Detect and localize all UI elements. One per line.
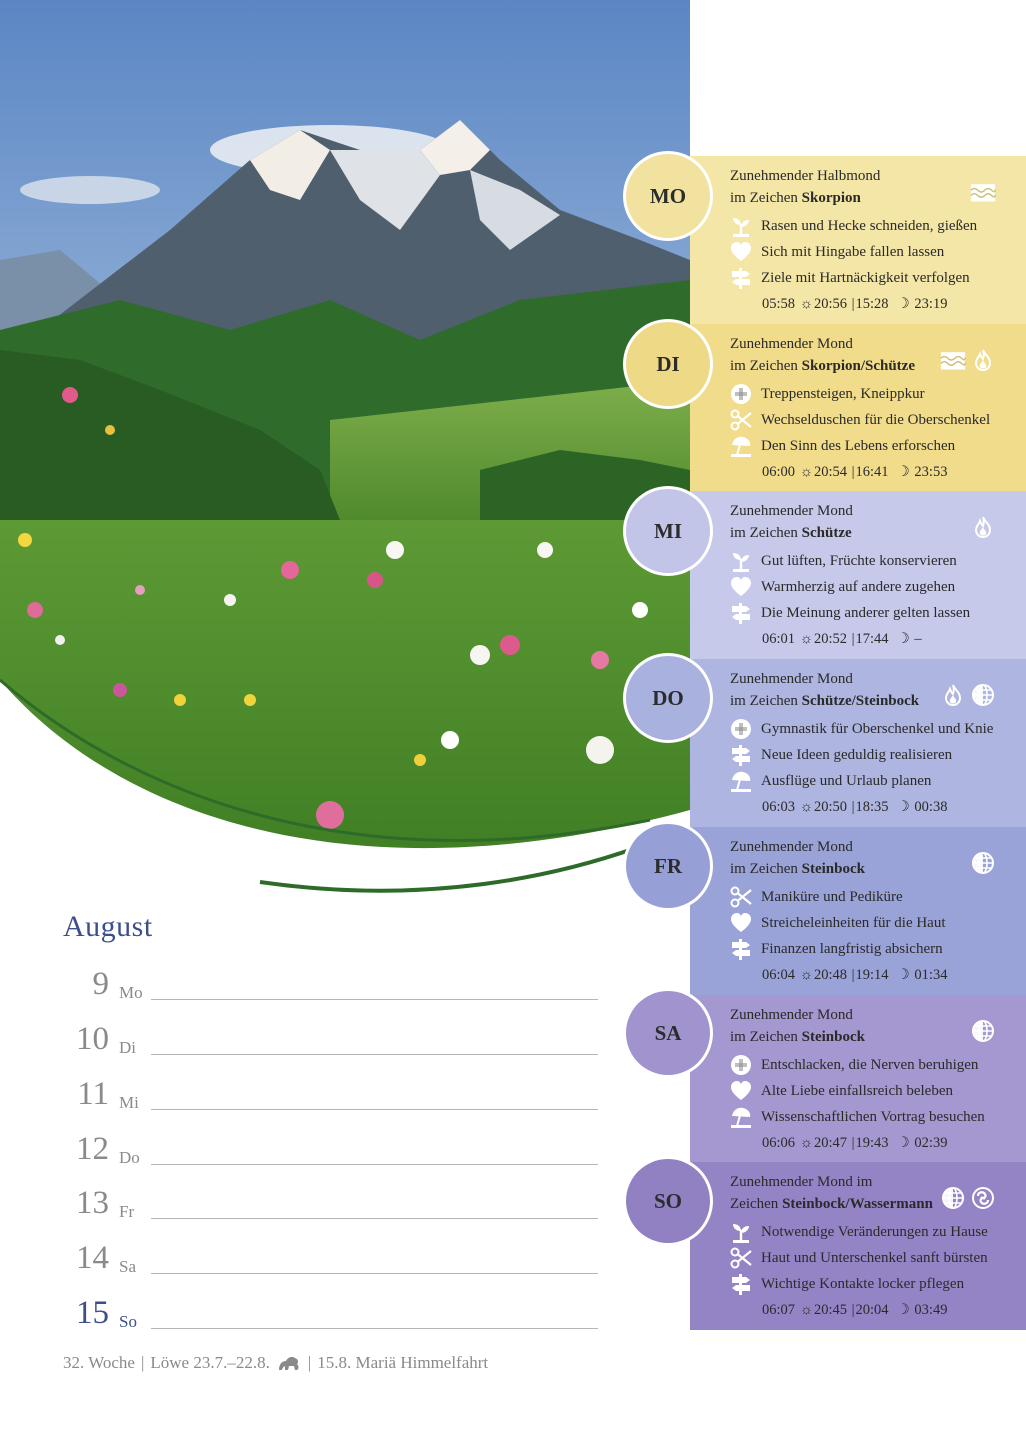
holiday: 15.8. Mariä Himmelfahrt [317, 1353, 489, 1372]
sun-moon-times: 06:01 ☼20:52 |17:44 ☽ – [730, 628, 1026, 650]
tip-text: Sich mit Hingabe fallen lassen [761, 244, 945, 260]
sunset-time: 20:52 [813, 631, 847, 647]
tip-item [730, 742, 1026, 768]
weekday-abbr: Di [119, 1038, 136, 1057]
zodiac-sign-line: Zeichen Steinbock/Wassermann [730, 1196, 933, 1212]
earth-icon [940, 1186, 966, 1210]
zodiac-sign-line: im Zeichen Skorpion [730, 190, 861, 206]
day-line-12 [63, 1116, 598, 1170]
day-panel-so [690, 1162, 1026, 1330]
plant-icon [730, 215, 752, 237]
water-icon [970, 180, 996, 204]
zodiac-period: Löwe 23.7.–22.8. [150, 1353, 270, 1372]
umbrella-icon [730, 770, 752, 792]
element-icons [970, 1019, 996, 1043]
day-number: 15 [76, 1295, 109, 1331]
moonset-time: – [914, 631, 922, 647]
day-line-11 [63, 1061, 598, 1115]
sun-moon-times: 05:58 ☼20:56 |15:28 ☽ 23:19 [730, 293, 1026, 315]
moon-icon: ☽ [893, 464, 914, 480]
moonset-time: 01:34 [914, 967, 948, 983]
fire-icon [970, 515, 996, 539]
tips-list [730, 381, 1026, 459]
sunset-time: 20:45 [813, 1302, 847, 1318]
sun-moon-times: 06:07 ☼20:45 |20:04 ☽ 03:49 [730, 1299, 1026, 1321]
tip-text: Neue Ideen geduldig realisieren [761, 747, 953, 763]
sunrise-time: 06:00 [762, 464, 796, 480]
heart-icon [730, 1080, 752, 1102]
footer-info: 32. Woche | Löwe 23.7.–22.8. | 15.8. Mariä Himmelfahrt [63, 1353, 489, 1372]
element-icons [940, 683, 996, 707]
sun-icon: ☼ [799, 1302, 813, 1318]
sun-icon: ☼ [799, 296, 813, 312]
sunset-time: 20:50 [813, 799, 847, 815]
day-number: 10 [76, 1021, 109, 1057]
landscape-illustration [0, 0, 690, 910]
weekday-abbr: Fr [119, 1202, 135, 1221]
day-badge-mi: MI [626, 489, 710, 573]
moon-icon: ☽ [893, 967, 914, 983]
moon-icon: ☽ [893, 799, 914, 815]
sun-moon-times: 06:00 ☼20:54 |16:41 ☽ 23:53 [730, 461, 1026, 483]
tip-text: Treppensteigen, Kneippkur [761, 386, 925, 402]
weekday-abbr: So [119, 1312, 137, 1331]
tip-item [730, 265, 1026, 291]
writing-line[interactable] [151, 1273, 598, 1274]
signpost-icon [730, 938, 752, 960]
lion-icon [276, 1354, 302, 1372]
signpost-icon [730, 1273, 752, 1295]
tip-text: Entschlacken, die Nerven beruhigen [761, 1057, 979, 1073]
health-cross-icon [730, 718, 752, 740]
tips-list [730, 716, 1026, 794]
sun-moon-times: 06:04 ☼20:48 |19:14 ☽ 01:34 [730, 964, 1026, 986]
sunset-time: 20:48 [813, 967, 847, 983]
fire-icon [940, 683, 966, 707]
sun-icon: ☼ [799, 799, 813, 815]
moon-phase: Zunehmender Mond [730, 839, 853, 855]
tip-item [730, 239, 1026, 265]
tip-item [730, 381, 1026, 407]
heart-icon [730, 912, 752, 934]
day-panel-fr [690, 827, 1026, 995]
day-badge-mo: MO [626, 154, 710, 238]
tip-text: Alte Liebe einfallsreich beleben [761, 1083, 953, 1099]
tip-text: Ziele mit Hartnäckigkeit verfolgen [761, 270, 970, 286]
tip-text: Gut lüften, Früchte konservieren [761, 553, 957, 569]
moonset-time: 03:49 [914, 1302, 948, 1318]
tip-item [730, 768, 1026, 794]
element-icons [940, 1186, 996, 1210]
moonrise-time: 17:44 [855, 631, 889, 647]
moon-icon: ☽ [893, 1302, 914, 1318]
tip-item [730, 910, 1026, 936]
sunrise-time: 06:04 [762, 967, 796, 983]
earth-icon [970, 683, 996, 707]
tip-item [730, 548, 1026, 574]
day-panel-mi [690, 491, 1026, 659]
day-number: 11 [77, 1076, 109, 1112]
plant-icon [730, 550, 752, 572]
moon-icon: ☽ [893, 296, 914, 312]
heart-icon [730, 576, 752, 598]
writing-line[interactable] [151, 1328, 598, 1329]
earth-icon [970, 1019, 996, 1043]
tip-text: Den Sinn des Lebens erforschen [761, 438, 956, 454]
air-icon [970, 1186, 996, 1210]
tip-item [730, 936, 1026, 962]
zodiac-sign-line: im Zeichen Skorpion/Schütze [730, 358, 915, 374]
tip-item [730, 884, 1026, 910]
moon-phase: Zunehmender Mond [730, 503, 853, 519]
weekday-abbr: Mi [119, 1093, 139, 1112]
element-icons [940, 348, 996, 372]
tip-text: Die Meinung anderer gelten lassen [761, 605, 971, 621]
day-number: 12 [76, 1131, 109, 1167]
tips-list [730, 884, 1026, 962]
day-line-14 [63, 1225, 598, 1279]
sunset-time: 20:54 [813, 464, 847, 480]
day-badge-do: DO [626, 656, 710, 740]
tip-item [730, 1052, 1026, 1078]
weekday-abbr: Do [119, 1148, 140, 1167]
writing-line[interactable] [151, 999, 598, 1000]
sun-icon: ☼ [799, 1135, 813, 1151]
tip-text: Warmherzig auf andere zugehen [761, 579, 956, 595]
tips-list [730, 548, 1026, 626]
sunrise-time: 06:06 [762, 1135, 796, 1151]
moonrise-time: 18:35 [855, 799, 889, 815]
moonset-time: 00:38 [914, 799, 948, 815]
day-line-13 [63, 1170, 598, 1224]
earth-icon [970, 851, 996, 875]
day-badge-di: DI [626, 322, 710, 406]
tip-text: Ausflüge und Urlaub planen [761, 773, 932, 789]
weekday-abbr: Sa [119, 1257, 136, 1276]
scissors-icon [730, 886, 752, 908]
week-number: 32. Woche [63, 1353, 135, 1372]
tip-text: Wechselduschen für die Oberschenkel [761, 412, 991, 428]
tip-item [730, 1271, 1026, 1297]
tips-list [730, 1219, 1026, 1297]
moonrise-time: 19:43 [855, 1135, 889, 1151]
tip-item [730, 407, 1026, 433]
moonset-time: 02:39 [914, 1135, 948, 1151]
tip-item [730, 213, 1026, 239]
day-panel-sa [690, 995, 1026, 1163]
tips-list [730, 213, 1026, 291]
moon-phase: Zunehmender Halbmond [730, 168, 881, 184]
tip-item [730, 1078, 1026, 1104]
element-icons [970, 851, 996, 875]
moonrise-time: 16:41 [855, 464, 889, 480]
zodiac-sign-line: im Zeichen Steinbock [730, 1029, 865, 1045]
day-badge-fr: FR [626, 824, 710, 908]
moon-phase: Zunehmender Mond [730, 1007, 853, 1023]
sunset-time: 20:56 [813, 296, 847, 312]
tip-item [730, 600, 1026, 626]
day-panel-mo [690, 156, 1026, 324]
tip-item [730, 1245, 1026, 1271]
signpost-icon [730, 602, 752, 624]
writing-line[interactable] [151, 1054, 598, 1055]
tip-text: Finanzen langfristig absichern [761, 941, 943, 957]
plant-icon [730, 1221, 752, 1243]
day-badge-sa: SA [626, 991, 710, 1075]
tip-text: Notwendige Veränderungen zu Hause [761, 1224, 988, 1240]
day-line-15 [63, 1280, 598, 1334]
element-icons [970, 515, 996, 539]
day-number: 13 [76, 1185, 109, 1221]
tip-text: Wissenschaftlichen Vortrag besuchen [761, 1109, 985, 1125]
sunrise-time: 06:03 [762, 799, 796, 815]
health-cross-icon [730, 1054, 752, 1076]
tip-text: Rasen und Hecke schneiden, gießen [761, 218, 978, 234]
tip-text: Streicheleinheiten für die Haut [761, 915, 946, 931]
heart-icon [730, 241, 752, 263]
sun-moon-times: 06:06 ☼20:47 |19:43 ☽ 02:39 [730, 1132, 1026, 1154]
tip-item [730, 574, 1026, 600]
moonrise-time: 20:04 [855, 1302, 889, 1318]
day-panel-di [690, 324, 1026, 492]
day-number: 14 [76, 1240, 109, 1276]
day-line-9 [63, 951, 598, 1005]
umbrella-icon [730, 1106, 752, 1128]
moon-phase: Zunehmender Mond [730, 336, 853, 352]
umbrella-icon [730, 435, 752, 457]
tips-list [730, 1052, 1026, 1130]
moon-phase: Zunehmender Mond im [730, 1174, 873, 1190]
writing-line[interactable] [151, 1109, 598, 1110]
day-badge-so: SO [626, 1159, 710, 1243]
zodiac-sign-line: im Zeichen Schütze [730, 525, 852, 541]
sunset-time: 20:47 [813, 1135, 847, 1151]
scissors-icon [730, 409, 752, 431]
moon-icon: ☽ [893, 631, 914, 647]
fire-icon [970, 348, 996, 372]
sunrise-time: 06:07 [762, 1302, 796, 1318]
sun-icon: ☼ [799, 464, 813, 480]
sun-moon-times: 06:03 ☼20:50 |18:35 ☽ 00:38 [730, 796, 1026, 818]
tip-text: Haut und Unterschenkel sanft bürsten [761, 1250, 988, 1266]
moon-icon: ☽ [893, 1135, 914, 1151]
month-title: August [63, 910, 153, 943]
day-number: 9 [92, 966, 109, 1002]
water-icon [940, 348, 966, 372]
sunrise-time: 06:01 [762, 631, 796, 647]
day-line-10 [63, 1006, 598, 1060]
tip-text: Gymnastik für Oberschenkel und Knie [761, 721, 994, 737]
sun-icon: ☼ [799, 631, 813, 647]
tip-text: Maniküre und Pediküre [761, 889, 903, 905]
day-panel-do [690, 659, 1026, 827]
zodiac-sign-line: im Zeichen Schütze/Steinbock [730, 693, 920, 709]
moonset-time: 23:53 [914, 464, 948, 480]
signpost-icon [730, 744, 752, 766]
weekday-abbr: Mo [119, 983, 143, 1002]
sun-icon: ☼ [799, 967, 813, 983]
tip-item [730, 716, 1026, 742]
zodiac-sign-line: im Zeichen Steinbock [730, 861, 865, 877]
tip-item [730, 1104, 1026, 1130]
sunrise-time: 05:58 [762, 296, 796, 312]
signpost-icon [730, 267, 752, 289]
scissors-icon [730, 1247, 752, 1269]
tip-item [730, 433, 1026, 459]
health-cross-icon [730, 383, 752, 405]
moonrise-time: 19:14 [855, 967, 889, 983]
moonset-time: 23:19 [914, 296, 948, 312]
writing-line[interactable] [151, 1218, 598, 1219]
moon-phase: Zunehmender Mond [730, 671, 853, 687]
tip-text: Wichtige Kontakte locker pflegen [761, 1276, 965, 1292]
element-icons [970, 180, 996, 204]
moonrise-time: 15:28 [855, 296, 889, 312]
tip-item [730, 1219, 1026, 1245]
landscape-photo [0, 0, 690, 910]
writing-line[interactable] [151, 1164, 598, 1165]
